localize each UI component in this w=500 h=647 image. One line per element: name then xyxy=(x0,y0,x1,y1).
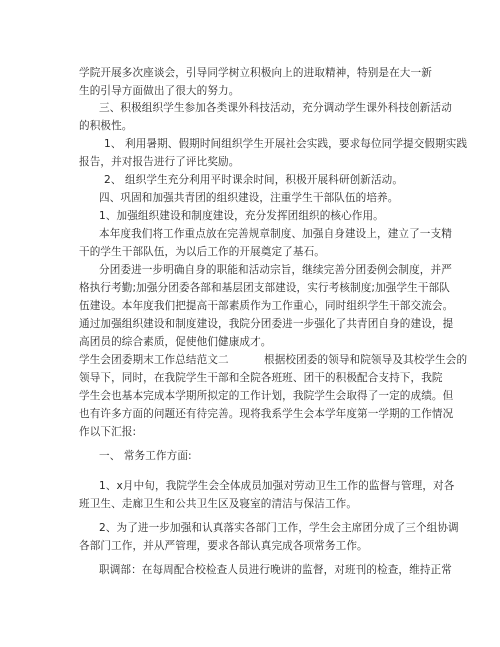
text-line: 各部门工作，并从严管理，要求各部认真完成各项常务工作。 xyxy=(79,540,368,552)
text-line: 格执行考勤;加强分团委各部和基层团支部建设，实行考核制度;加强学生干部队 xyxy=(79,282,450,294)
text-line: 1、 利用暑期、假期时间组织学生开展社会实践，要求每位同学提交假期实践 xyxy=(104,138,468,150)
text-line: 2、为了进一步加强和认真落实各部门工作，学生会主席团分成了三个组协调 xyxy=(99,522,459,534)
text-line: 领导下，同时，在我院学生干部和全院各班班、团干的积极配合支持下，我院 xyxy=(79,372,443,384)
text-line: 干的学生干部队伍，为以后工作的开展奠定了基石。 xyxy=(79,246,325,258)
text-line: 1、加强组织建设和制度建设，充分发挥团组织的核心作用。 xyxy=(99,210,384,222)
text-line: 也有许多方面的问题还有待完善。现将我系学生会本学年度第一学期的工作情况 xyxy=(79,408,454,420)
text-line: 报告，并对报告进行了评比奖励。 xyxy=(79,156,240,168)
text-line: 通过加强组织建设和制度建设，我院分团委进一步强化了共青团自身的建设，提 xyxy=(79,318,454,330)
text-line: 本年度我们将工作重点放在完善规章制度、加强自身建设上，建立了一支精 xyxy=(99,228,452,240)
text-line: 的积极性。 xyxy=(79,120,133,132)
subsection-heading: 一、 常务工作方面: xyxy=(99,450,192,462)
text-line: 分团委进一步明确自身的职能和活动宗旨，继续完善分团委例会制度，并严 xyxy=(99,264,452,276)
text-line: 班卫生、走廊卫生和公共卫生区及寝室的清洁与保洁工作。 xyxy=(79,498,358,510)
text-line: 2、 组织学生充分利用平时课余时间，积极开展科研创新活动。 xyxy=(104,174,404,186)
section-heading: 学生会团委期末工作总结范文二 xyxy=(79,354,229,366)
text-line: 作以下汇报: xyxy=(79,426,137,438)
text-line: 学生会也基本完成本学期所拟定的工作计划，我院学生会取得了一定的成绩。但 xyxy=(79,390,454,402)
text-line: 学院开展多次座谈会，引导同学树立积极向上的进取精神，特别是在大一新 xyxy=(79,67,432,79)
text-line: 1、x月中旬，我院学生会全体成员加强对劳动卫生工作的监督与管理，对各 xyxy=(99,480,455,492)
text-line: 生的引导方面做出了很大的努力。 xyxy=(79,85,240,97)
text-line: 职调部：在每周配合校检查人员进行晚讲的监督，对班刊的检查，维持正常 xyxy=(99,564,452,576)
text-line: 伍建设。本年度我们把提高干部素质作为工作重心，同时组织学生干部交流会。 xyxy=(79,300,454,312)
text-line: 根据校团委的领导和院领导及其校学生会的 xyxy=(264,354,468,366)
text-line: 三、积极组织学生参加各类课外科技活动，充分调动学生课外科技创新活动 xyxy=(99,102,452,114)
text-line: 四、巩固和加强共青团的组织建设，注重学生干部队伍的培养。 xyxy=(99,192,399,204)
text-line: 高团员的综合素质，促使他们健康成才。 xyxy=(79,336,272,348)
